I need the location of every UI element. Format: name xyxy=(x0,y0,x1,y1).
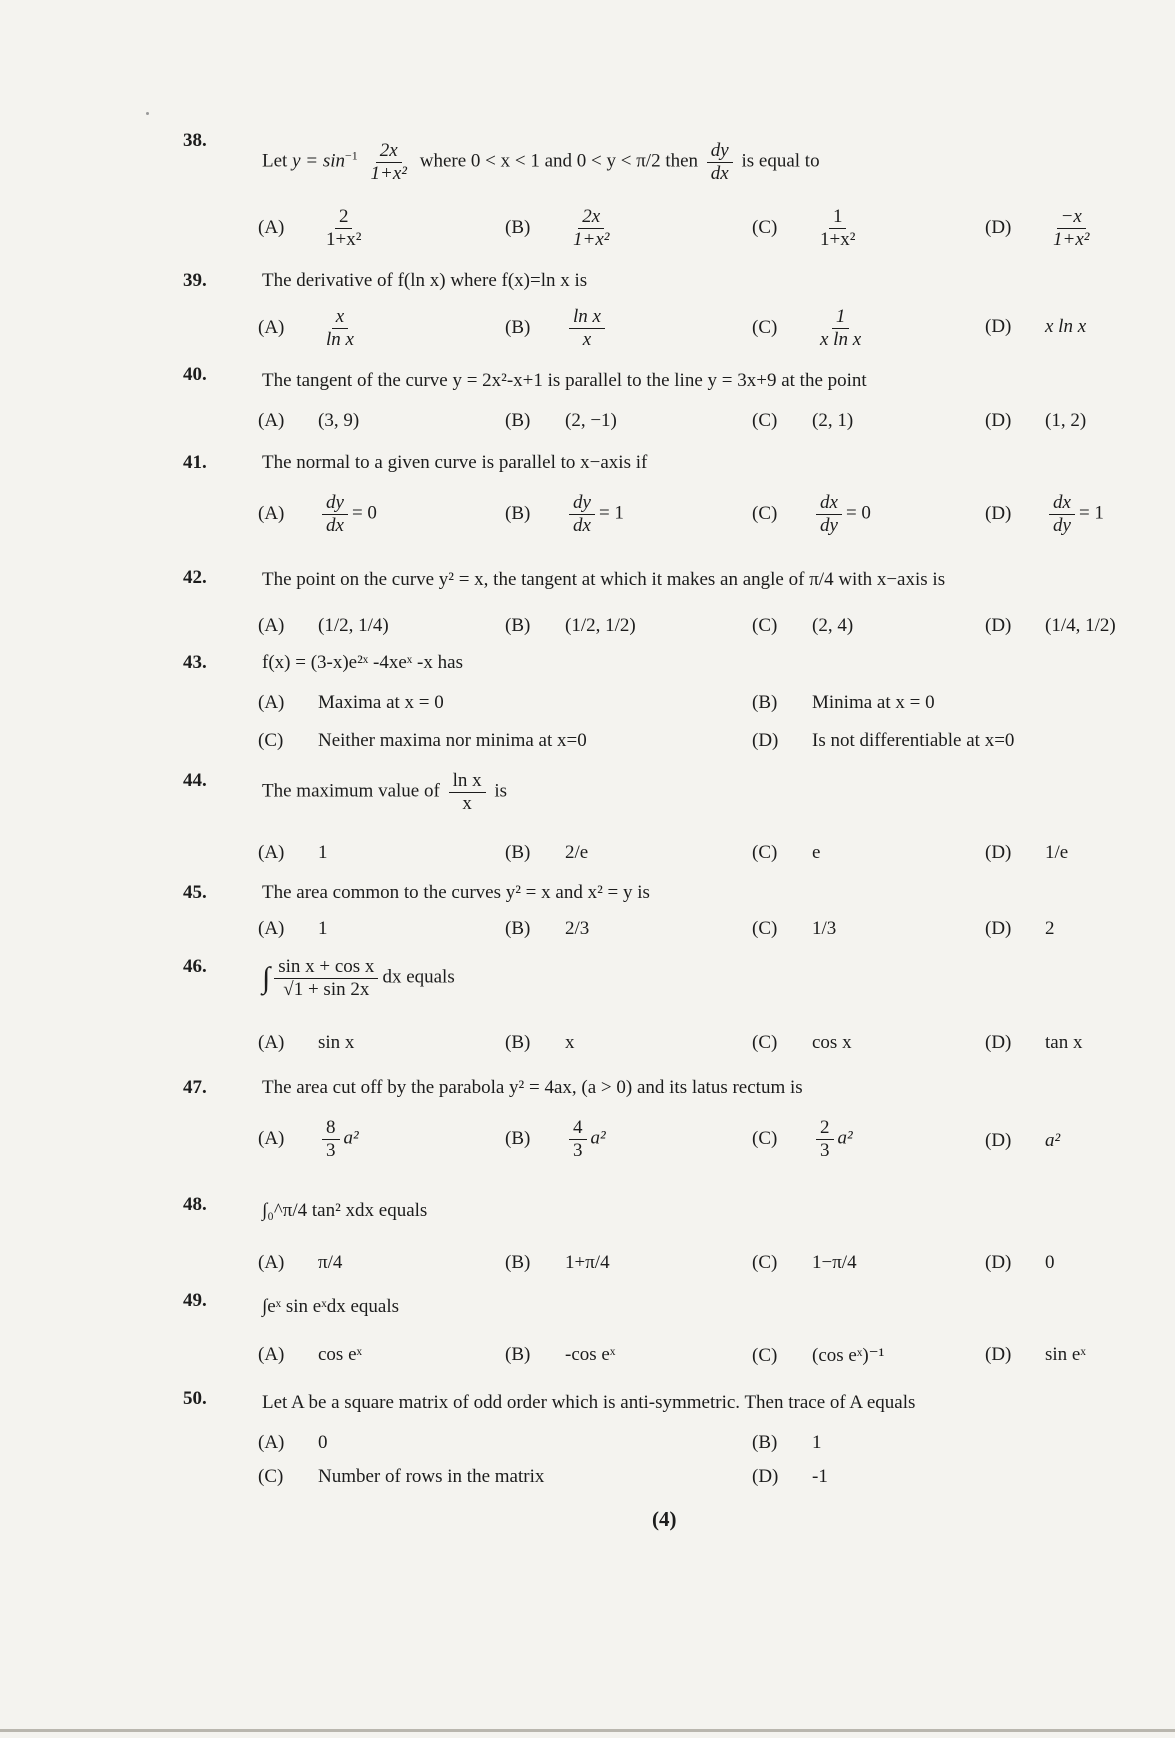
option-a: (A) $\frac{2}{\text{1+x²}}$ xyxy=(258,206,362,250)
question-number: 50. xyxy=(183,1388,207,1409)
option-d: (D) $\frac{-x}{\text{1+x²}}$ xyxy=(985,206,1090,250)
option-d: (D) a² xyxy=(985,1130,1061,1151)
option-a: (A) π/4 xyxy=(258,1252,343,1273)
question-number: 44. xyxy=(183,770,207,791)
question-text: Let A be a square matrix of odd order which is anti-symmetric. Then trace of A equals xyxy=(262,1392,916,1413)
question-text: ∫eˣ sin eˣdx equals xyxy=(262,1296,400,1317)
option-d: (D) (1/4, 1/2) xyxy=(985,615,1116,636)
option-c: (C) $\frac{2}{3}$ a² xyxy=(752,1117,853,1161)
option-c: (C) 1/3 xyxy=(752,918,837,939)
option-b: (B) 2/e xyxy=(505,842,589,863)
option-c: (C) cos x xyxy=(752,1032,852,1053)
option-a: (A) $\frac{8}{3}$ a² xyxy=(258,1117,359,1161)
option-d: (D) x ln x xyxy=(985,316,1087,337)
question-number: 49. xyxy=(183,1290,207,1311)
question-number: 48. xyxy=(183,1194,207,1215)
question-number: 42. xyxy=(183,567,207,588)
question-text: The area common to the curves y² = x and x² = y is xyxy=(262,882,650,903)
option-b: (B) (2, −1) xyxy=(505,410,617,431)
question-number: 39. xyxy=(183,270,207,291)
option-b: (B) x xyxy=(505,1032,575,1053)
question-number: 38. xyxy=(183,130,207,151)
option-b: (B) $\frac{2x}{\text{1+x²}}$ xyxy=(505,206,610,250)
bottom-edge-divider xyxy=(0,1729,1175,1732)
option-a: (A) Maxima at x = 0 xyxy=(258,692,444,713)
option-c: (C) 1−π/4 xyxy=(752,1252,857,1273)
option-c: (C) (2, 1) xyxy=(752,410,854,431)
question-number: 40. xyxy=(183,364,207,385)
integral-sign: ∫ xyxy=(262,961,271,995)
option-a: (A) sin x xyxy=(258,1032,355,1053)
option-a: (A) $\frac{dy}{dx}$ = 0 xyxy=(258,492,377,536)
option-d: (D) sin eˣ xyxy=(985,1344,1086,1365)
question-text: ∫ $\frac{\text{sin x + cos x}}{√1 + \sin 2x}$ dx equals xyxy=(262,956,455,1000)
option-b: (B) Minima at x = 0 xyxy=(752,692,935,713)
question-text: ∫₀^π/4 tan² xdx equals xyxy=(262,1200,428,1221)
question-text: The normal to a given curve is parallel to x−axis if xyxy=(262,452,648,473)
question-text: The point on the curve y² = x, the tangent at which it makes an angle of π/4 with x−axis is xyxy=(262,569,946,590)
question-text: f(x) = (3-x)e²ˣ -4xeˣ -x has xyxy=(262,652,463,673)
option-c: (C) (2, 4) xyxy=(752,615,854,636)
option-a: (A) 0 xyxy=(258,1432,328,1453)
option-d: (D) (1, 2) xyxy=(985,410,1087,431)
option-b: (B) 2/3 xyxy=(505,918,590,939)
option-d: (D) 2 xyxy=(985,918,1055,939)
question-number: 46. xyxy=(183,956,207,977)
option-a: (A) 1 xyxy=(258,842,328,863)
option-c: (C) $\frac{dx}{dy}$ = 0 xyxy=(752,492,871,536)
option-d: (D) -1 xyxy=(752,1466,828,1487)
option-d: (D) 1/e xyxy=(985,842,1069,863)
fraction: $\frac{2x}{\text{1+x²}}$ xyxy=(370,140,407,184)
option-b: (B) 1 xyxy=(752,1432,822,1453)
speck xyxy=(146,112,149,115)
option-c: (C) Number of rows in the matrix xyxy=(258,1466,545,1487)
question-number: 47. xyxy=(183,1077,207,1098)
question-text: The maximum value of $\frac{\text{ln x}}{x}$ is xyxy=(262,770,508,814)
option-c: (C) (cos eˣ)⁻¹ xyxy=(752,1345,885,1366)
question-number: 43. xyxy=(183,652,207,673)
option-b: (B) -cos eˣ xyxy=(505,1344,616,1365)
question-text: The derivative of f(ln x) where f(x)=ln x is xyxy=(262,270,588,291)
option-b: (B) $\frac{dy}{dx}$ = 1 xyxy=(505,492,624,536)
option-a: (A) cos eˣ xyxy=(258,1344,363,1365)
option-b: (B) $\frac{4}{3}$ a² xyxy=(505,1117,606,1161)
option-d: (D) Is not differentiable at x=0 xyxy=(752,730,1015,751)
option-c: (C) $\frac{1}{\text{x ln x}}$ xyxy=(752,306,862,350)
option-a: (A) 1 xyxy=(258,918,328,939)
question-text: The tangent of the curve y = 2x²-x+1 is parallel to the line y = 3x+9 at the point xyxy=(262,370,867,391)
option-b: (B) 1+π/4 xyxy=(505,1252,610,1273)
question-text: The area cut off by the parabola y² = 4ax, (a > 0) and its latus rectum is xyxy=(262,1077,803,1098)
page-number: (4) xyxy=(652,1507,677,1531)
option-d: (D) tan x xyxy=(985,1032,1083,1053)
option-a: (A) $\frac{x}{\text{ln x}}$ xyxy=(258,306,354,350)
option-c: (C) Neither maxima nor minima at x=0 xyxy=(258,730,587,751)
option-a: (A) (1/2, 1/4) xyxy=(258,615,389,636)
question-text: Let $y = \sin^{-1}$ $\frac{2x}{\text{1+x²}}$ where 0 < x < 1 and 0 < y < π/2 then $\frac{dy}{dx}$ is equal to xyxy=(262,140,820,184)
option-b: (B) $\frac{\text{ln x}}{x}$ xyxy=(505,306,609,351)
option-c: (C) $\frac{1}{\text{1+x²}}$ xyxy=(752,206,856,250)
option-b: (B) (1/2, 1/2) xyxy=(505,615,636,636)
option-c: (C) e xyxy=(752,842,821,863)
question-number: 41. xyxy=(183,452,207,473)
option-a: (A) (3, 9) xyxy=(258,410,360,431)
question-number: 45. xyxy=(183,882,207,903)
option-d: (D) 0 xyxy=(985,1252,1055,1273)
fraction: $\frac{dy}{dx}$ xyxy=(707,140,733,185)
option-d: (D) $\frac{dx}{dy}$ = 1 xyxy=(985,492,1104,536)
